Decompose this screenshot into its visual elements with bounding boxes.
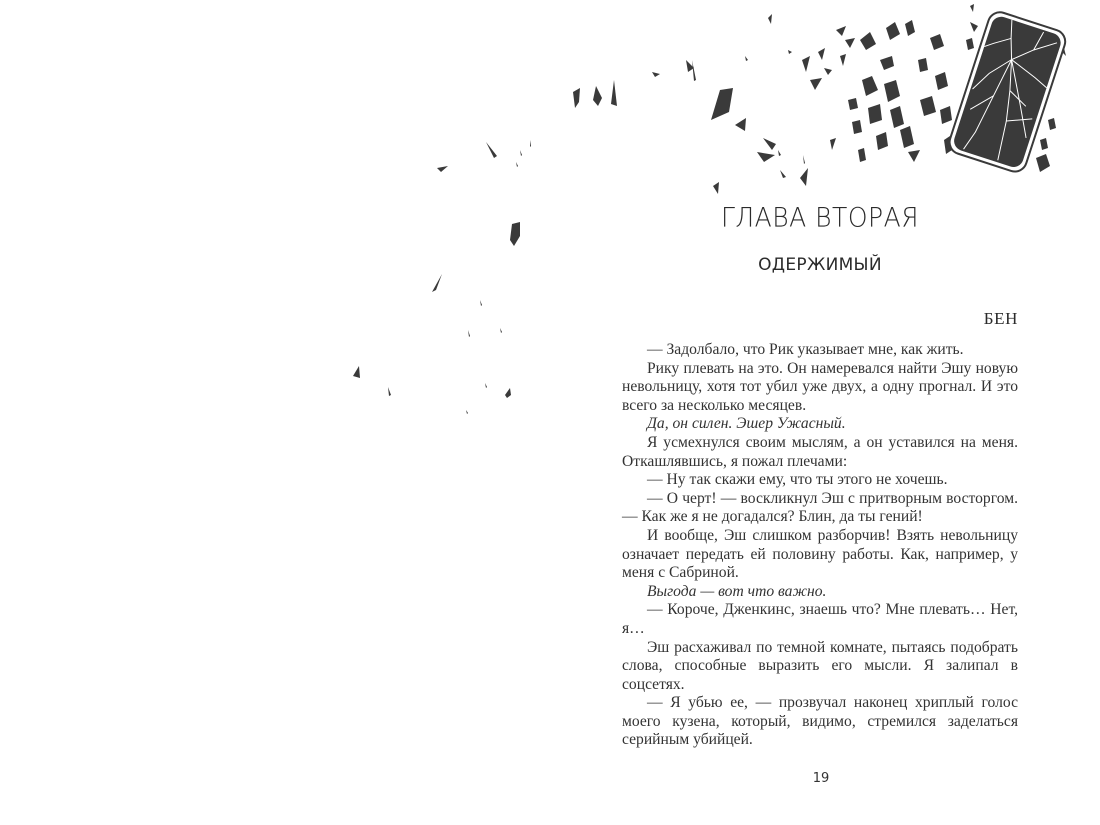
chapter-subtitle: ОДЕРЖИМЫЙ xyxy=(758,255,882,275)
paragraph: — О черт! — воскликнул Эш с притворным восторгом. — Как же я не догадался? Блин, да ты гений! xyxy=(622,489,1018,526)
chapter-title: ГЛАВА ВТОРАЯ xyxy=(720,202,920,233)
pov-character-name: БЕН xyxy=(983,309,1018,328)
paragraph: — Короче, Дженкинс, знаешь что? Мне плевать… Нет, я… xyxy=(622,601,1018,637)
chapter-body-text xyxy=(622,341,1018,750)
paragraph: И вообще, Эш слишком разборчив! Взять невольницу означает передать ей половину работы. Как, например, у меня с Сабриной. xyxy=(622,526,1018,582)
paragraph: — Ну так скажи ему, что ты этого не хочешь. xyxy=(647,471,948,489)
paragraph-italic-thought: Выгода — вот что важно. xyxy=(647,582,827,600)
paragraph: — Задолбало, что Рик указывает мне, как жить. xyxy=(647,341,964,358)
paragraph: Эш расхаживал по темной комнате, пытаясь подобрать слова, способные выразить его мысли. Я залипал в соцсетях. xyxy=(622,638,1018,693)
paragraph: Я усмехнулся своим мыслям, а он уставился на меня. Откашлявшись, я пожал плечами: xyxy=(622,433,1018,470)
broken-phone-icon xyxy=(946,9,1068,174)
paragraph: — Я убью ее, — прозвучал наконец хриплый голос моего кузена, который, видимо, стремился заделаться серийным убийцей. xyxy=(622,694,1018,749)
paragraph: Рику плевать на это. Он намеревался найти Эшу новую невольницу, хотя тот убил уже двух, а одну прогнал. И это всего за несколько месяцев. xyxy=(622,359,1018,414)
paragraph-italic-thought: Да, он силен. Эшер Ужасный. xyxy=(647,415,846,433)
page-number: 19 xyxy=(812,771,830,786)
